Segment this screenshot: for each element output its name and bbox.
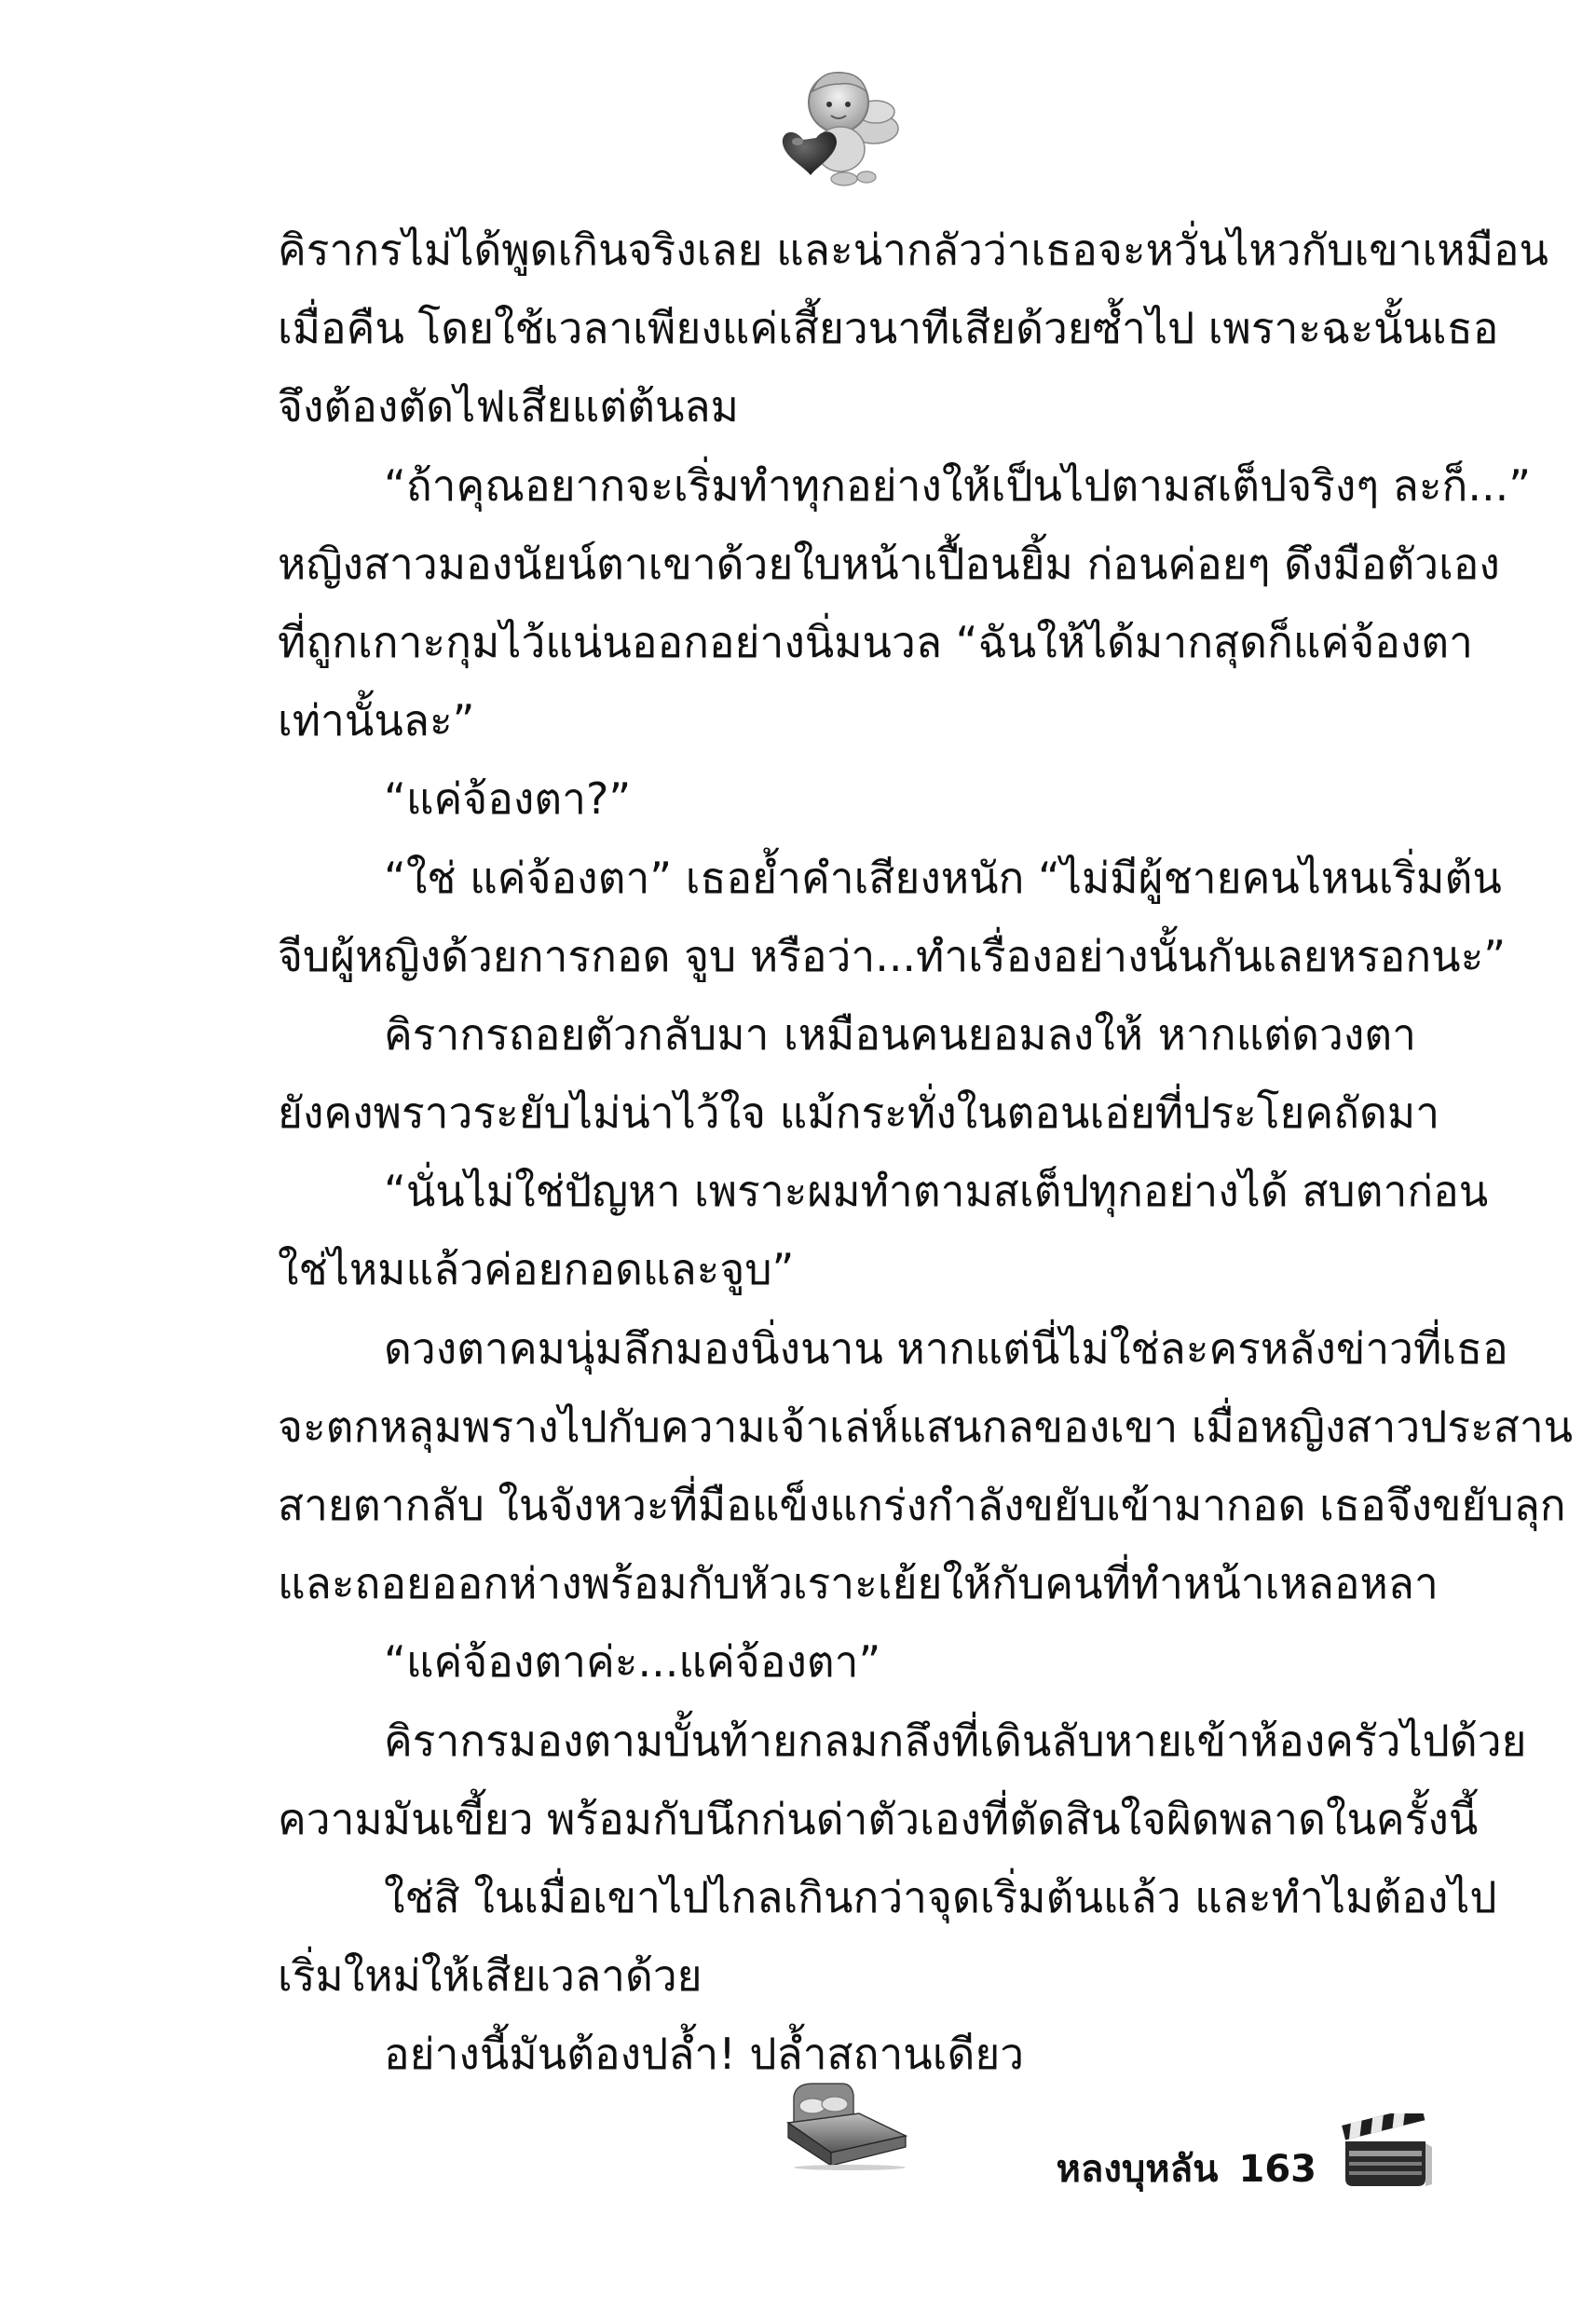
- book-title: หลงบุหลัน: [1056, 2148, 1219, 2191]
- text-line: จึงต้องตัดไฟเสียแต่ต้นลม: [278, 381, 739, 432]
- text-line: คิรากรไม่ได้พูดเกินจริงเลย และน่ากลัวว่าเธอจะหวั่นไหวกับเขาเหมือน: [278, 225, 1548, 275]
- text-line: อย่างนี้มันต้องปล้ำ! ปล้ำสถานเดียว: [384, 2029, 1025, 2080]
- text-line: ยังคงพราวระยับไม่น่าไว้ใจ แม้กระทั่งในตอนเอ่ยที่ประโยคถัดมา: [278, 1087, 1440, 1139]
- text-line: “ใช่ แค่จ้องตา” เธอย้ำคำเสียงหนัก “ไม่มีผู้ชายคนไหนเริ่มต้น: [384, 852, 1502, 903]
- text-line: เริ่มใหม่ให้เสียเวลาด้วย: [278, 1950, 703, 2002]
- text-line: ใช่สิ ในเมื่อเขาไปไกลเกินกว่าจุดเริ่มต้นแล้ว และทำไมต้องไป: [384, 1871, 1497, 1922]
- text-line: ใช่ไหมแล้วค่อยกอดและจูบ”: [278, 1244, 795, 1295]
- text-line: “แค่จ้องตา?”: [384, 773, 632, 825]
- text-line: “นั่นไม่ใช่ปัญหา เพราะผมทำตามสเต็ปทุกอย่างได้ สบตาก่อน: [384, 1166, 1489, 1217]
- page-footer: [1056, 2139, 1316, 2198]
- bed-icon: [775, 2078, 915, 2171]
- text-line: จะตกหลุมพรางไปกับความเจ้าเล่ห์แสนกลของเขา เมื่อหญิงสาวประสาน: [278, 1401, 1574, 1452]
- text-line: ดวงตาคมนุ่มลึกมองนิ่งนาน หากแต่นี่ไม่ใช่ละครหลังข่าวที่เธอ: [384, 1322, 1508, 1374]
- page-number: 163: [1238, 2148, 1316, 2191]
- text-line: “แค่จ้องตาค่ะ...แค่จ้องตา”: [384, 1636, 881, 1688]
- text-line: เมื่อคืน โดยใช้เวลาเพียงแค่เสี้ยวนาทีเสียด้วยซ้ำไป เพราะฉะนั้นเธอ: [278, 303, 1499, 354]
- text-line: คิรากรมองตามบั้นท้ายกลมกลึงที่เดินลับหายเข้าห้องครัวไปด้วย: [384, 1715, 1527, 1766]
- text-line: คิรากรถอยตัวกลับมา เหมือนคนยอมลงให้ หากแต่ดวงตา: [384, 1008, 1416, 1060]
- clapperboard-icon: [1340, 2113, 1433, 2190]
- text-line: เท่านั้นละ”: [278, 695, 475, 746]
- text-line: จีบผู้หญิงด้วยการกอด จูบ หรือว่า...ทำเรื่องอย่างนั้นกันเลยหรอกนะ”: [278, 930, 1507, 981]
- text-line: ที่ถูกเกาะกุมไว้แน่นออกอย่างนิ่มนวล “ฉันให้ได้มากสุดก็แค่จ้องตา: [278, 616, 1474, 667]
- text-line: และถอยออกห่างพร้อมกับหัวเราะเย้ยให้กับคนที่ทำหน้าเหลอหลา: [278, 1558, 1439, 1609]
- body-text: [278, 211, 1574, 2094]
- text-line: สายตากลับ ในจังหวะที่มือแข็งแกร่งกำลังขยับเข้ามากอด เธอจึงขยับลุก: [278, 1480, 1566, 1530]
- text-line: ความมันเขี้ยว พร้อมกับนึกก่นด่าตัวเองที่ตัดสินใจผิดพลาดในครั้งนี้: [278, 1793, 1479, 1844]
- cupid-heart-icon: [764, 63, 904, 189]
- text-line: หญิงสาวมองนัยน์ตาเขาด้วยใบหน้าเปื้อนยิ้ม ก่อนค่อยๆ ดึงมือตัวเอง: [278, 538, 1500, 589]
- text-line: “ถ้าคุณอยากจะเริ่มทำทุกอย่างให้เป็นไปตามสเต็ปจริงๆ ละก็...”: [384, 459, 1532, 511]
